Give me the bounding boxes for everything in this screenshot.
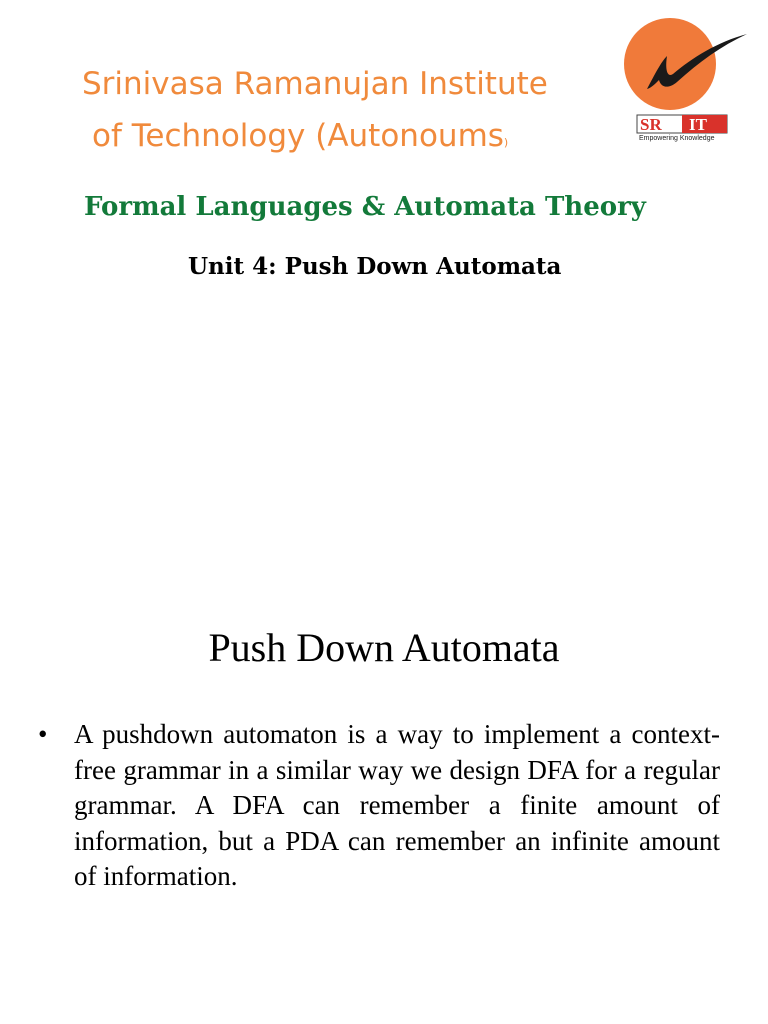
logo-text-it: IT bbox=[689, 115, 707, 134]
unit-title: Unit 4: Push Down Automata bbox=[188, 253, 562, 280]
logo-sun-circle bbox=[624, 18, 716, 110]
srit-logo bbox=[617, 14, 751, 142]
logo-tagline: Empowering Knowledge bbox=[639, 135, 715, 142]
logo-text-sr: SR bbox=[640, 115, 662, 134]
bullet-text: A pushdown automaton is a way to implement a context-free grammar in a similar way we design DFA for a regular grammar. A DFA can remember a finite amount of information, but a PDA can remember an infinite amount of information. bbox=[74, 719, 720, 891]
bullet-marker: • bbox=[38, 719, 48, 749]
content-slide bbox=[0, 512, 768, 1024]
course-title: Formal Languages & Automata Theory bbox=[84, 192, 646, 222]
slide-title: Push Down Automata bbox=[208, 625, 560, 670]
institution-line-2-text: of Technology (Autonoums bbox=[92, 118, 504, 154]
bullet-item bbox=[38, 717, 720, 895]
bullet-list bbox=[38, 717, 720, 895]
institution-line-2 bbox=[82, 110, 612, 169]
institution-line-1: Srinivasa Ramanujan Institute bbox=[82, 66, 548, 102]
institution-closing-paren: ) bbox=[503, 136, 509, 149]
srit-logo-graphic bbox=[617, 14, 751, 142]
institution-title bbox=[82, 58, 612, 169]
